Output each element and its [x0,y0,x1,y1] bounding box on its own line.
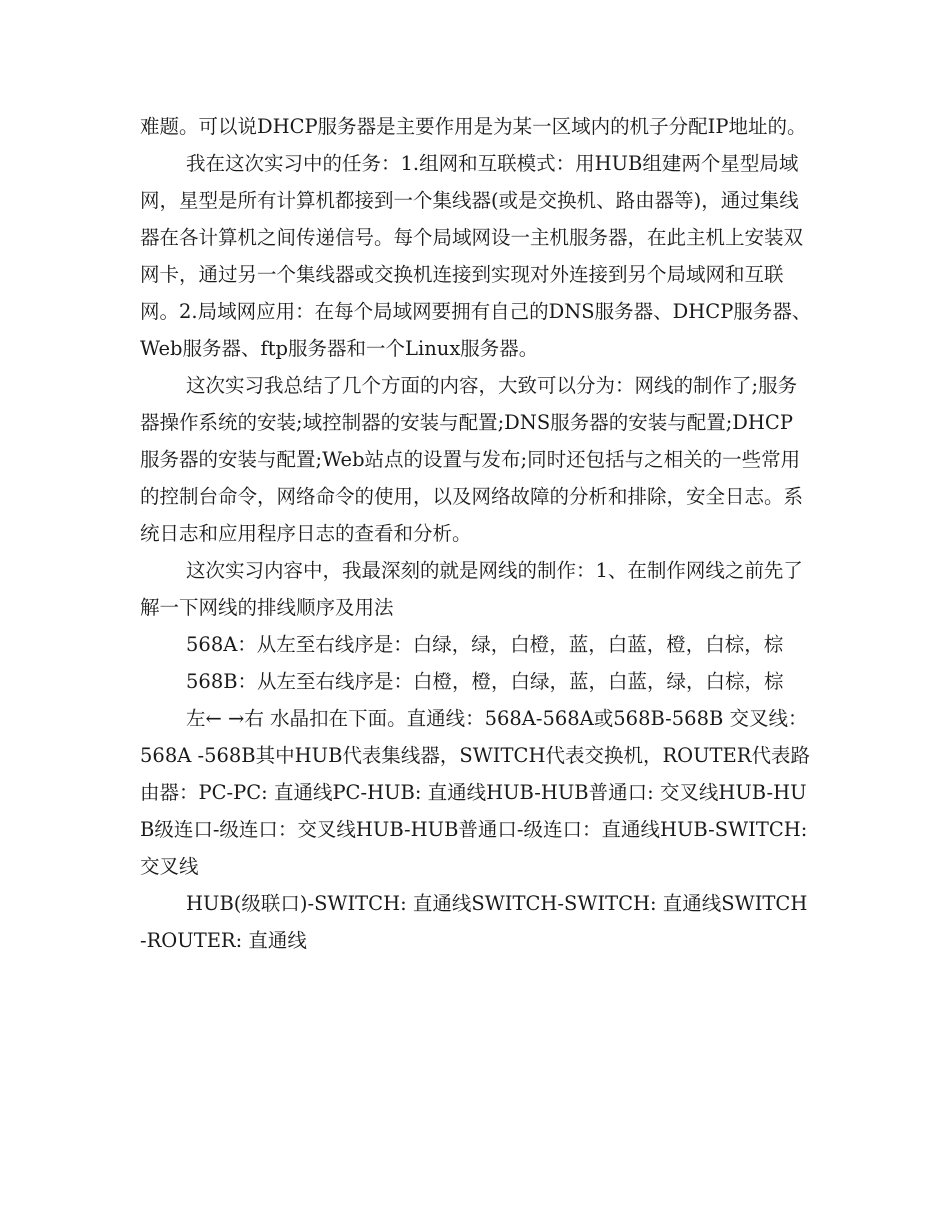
paragraph-568b-order: 568B：从左至右线序是：白橙，橙，白绿，蓝，白蓝，绿，白棕，棕 [186,670,784,693]
paragraph-dhcp-continuation: 难题。可以说DHCP服务器是主要作用是为某一区域内的机子分配IP地址的。 [140,115,807,138]
paragraph-cable-types-cont: HUB(级联口)-SWITCH: 直通线SWITCH-SWITCH: 直通线SWITCH-ROUTER: 直通线 [140,892,808,952]
paragraph-568a-order: 568A：从左至右线序是：白绿，绿，白橙，蓝，白蓝，橙，白棕，棕 [186,633,784,656]
paragraph-internship-tasks: 我在这次实习中的任务：1.组网和互联模式：用HUB组建两个星型局域网，星型是所有计算机都接到一个集线器(或是交换机、路由器等)，通过集线器在各计算机之间传递信号。每个局域网设一主机服务器，在此主机上安装双网卡，通过另一个集线器或交换机连接到实现对外连接到另个局域网和互联网。2.局域网应用：在每个局域网要拥有自己的DNS服务器、DHCP服务器、Web服务器、ftp服务器和一个Linux服务器。 [140,152,812,360]
paragraph-internship-summary: 这次实习我总结了几个方面的内容，大致可以分为：网线的制作了;服务器操作系统的安装;域控制器的安装与配置;DNS服务器的安装与配置;DHCP服务器的安装与配置;Web站点的设置与发布;同时还包括与之相关的一些常用的控制台命令，网络命令的使用，以及网络故障的分析和排除，安全日志。系统日志和应用程序日志的查看和分析。 [140,374,804,545]
document-body [140,108,812,959]
paragraph-cable-making-intro: 这次实习内容中，我最深刻的就是网线的制作：1、在制作网线之前先了解一下网线的排线顺序及用法 [140,559,803,619]
paragraph-cable-types: 左← →右 水晶扣在下面。直通线：568A-568A或568B-568B 交叉线：568A -568B其中HUB代表集线器，SWITCH代表交换机，ROUTER代表路由器：PC-PC: 直通线PC-HUB: 直通线HUB-HUB普通口: 交叉线HUB-HUB级连口-级连口：交叉线HUB-HUB普通口-级连口：直通线HUB-SWITCH: 交叉线 [140,707,810,878]
